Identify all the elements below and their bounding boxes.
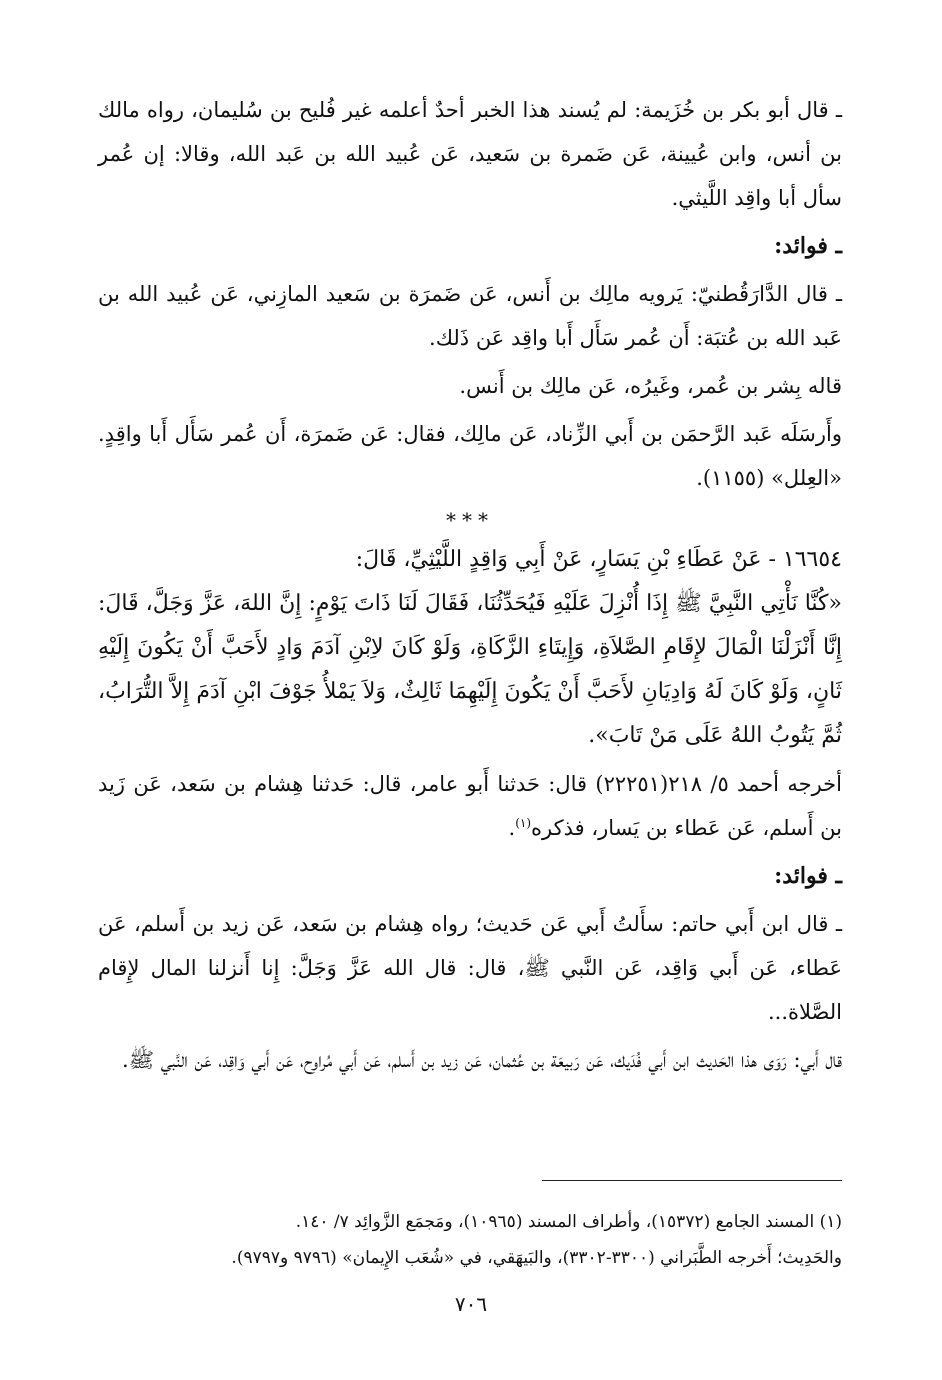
paragraph-irsal: وأَرسَلَه عَبد الرَّحمَن بن أَبي الزِّناد، عَن مالِك، فقال: عَن ضَمرَة، أَن عُمر سَأَل أَبا واقِدٍ. «العِلل» (١١٥٥). — [98, 422, 842, 490]
footnote-marker: (١) — [515, 816, 532, 830]
fawaid-heading-2: ـ فوائد: — [774, 863, 842, 889]
paragraph-ibn-abi-hatim: ـ قال ابن أَبي حاتم: سأَلتُ أَبي عَن حَديث؛ رواه هِشام بن سَعد، عَن زيد بن أَسلم، عَن عَطاء، عَن أَبي وَاقِد، عَن النَّبي ﷺ، قال: قال الله عَزَّ وَجَلَّ: إِنا أَنزلنا المال لإِقام الصَّلاة... — [98, 912, 842, 1024]
footnotes — [120, 1204, 842, 1276]
paragraph-daraqutni: ـ قال الدَّارَقُطنيّ: يَرويه مالِك بن أَنس، عَن ضَمرَة بن سَعيد المازِني، عَن عُبيد الله بن عَبد الله بن عُتبَة: أَن عُمر سَأَل أَبا واقِد عَن ذَلك. — [98, 282, 842, 350]
fawaid-heading: ـ فوائد: — [774, 233, 842, 259]
page-body — [98, 88, 842, 1082]
hadith-heading: ١٦٦٥٤ - عَنْ عَطَاءِ بْنِ يَسَارٍ، عَنْ أَبِي وَاقِدٍ اللَّيْثِيِّ، قَالَ: — [355, 547, 842, 572]
footnote-1: (١) المسند الجامع (١٥٣٧٢)، وأطراف المسند (١٠٩٦٥)، ومَجمَع الزَّوائِد ٧/ ١٤٠. — [295, 1212, 842, 1232]
paragraph-bishr: قاله بِشر بن عُمر، وغَيرُه، عَن مالِك بن أَنس. — [459, 374, 842, 398]
takhrij-end: . — [508, 816, 516, 840]
paragraph-ibn-khuzaymah: ـ قال أبو بكر بن خُزَيمة: لم يُسند هذا الخبر أحدٌ أعلمه غير فُليح بن سُليمان، رواه مالك بن أنس، وابن عُيينة، عَن ضَمرة بن سَعيد، عَن عُبيد الله بن عَبد الله، وقالا: إن عُمر سأل أبا واقِد اللَّيثي. — [98, 98, 842, 210]
takhrij-paragraph — [98, 762, 842, 850]
section-separator: *** — [446, 508, 494, 532]
takhrij-text: أخرجه أحمد ٥/ ٢١٨(٢٢٢٥١) قال: حَدثنا أَبو عامر، قال: حَدثنا هِشام بن سَعد، عَن زَيد بن أَسلم، عَن عَطاء بن يَسار، فذكره — [98, 772, 842, 840]
footnote-divider — [542, 1180, 842, 1181]
hadith-text: «كُنَّا نَأْتِي النَّبِيَّ ﷺ إِذَا أُنْزِلَ عَلَيْهِ فَيُحَدِّثُنَا، فَقَالَ لَنَا ذَاتَ يَوْمٍ: إِنَّ اللهَ، عَزَّ وَجَلَّ، قَالَ: إِنَّا أَنْزَلْنَا الْمَالَ لإِقَامِ الصَّلاَةِ، وَإِيتَاءِ الزَّكَاةِ، وَلَوْ كَانَ لاِبْنِ آدَمَ وَادٍ لأَحَبَّ أَنْ يَكُونَ إِلَيْهِ ثَانٍ، وَلَوْ كَانَ لَهُ وَادِيَانِ لأَحَبَّ أَنْ يَكُونَ إِلَيْهِمَا ثَالِثٌ، وَلاَ يَمْلأُ جَوْفَ ابْنِ آدَمَ إِلاَّ التُّرَابُ، ثُمَّ يَتُوبُ اللهُ عَلَى مَنْ تَابَ». — [98, 591, 842, 748]
paragraph-abi-reply: قال أَبي: رَوَى هذا الحَديث ابن أَبي فُدَيك، عَن رَبيعَة بن عُثمان، عَن زيد بن أَسلم، عَن أَبي مُراوِح، عَن أَبي وَاقِد، عَن النَّبي ﷺ. — [122, 1048, 842, 1072]
page-number: ٧٠٦ — [454, 1292, 488, 1316]
footnote-2: والحَدِيث؛ أَخرجه الطَّبَراني (٣٣٠٠-٣٣٠٢)، والبَيهَقي، في «شُعَب الإِيمان» (٩٧٩٦ و٩٧٩٧). — [231, 1248, 842, 1268]
